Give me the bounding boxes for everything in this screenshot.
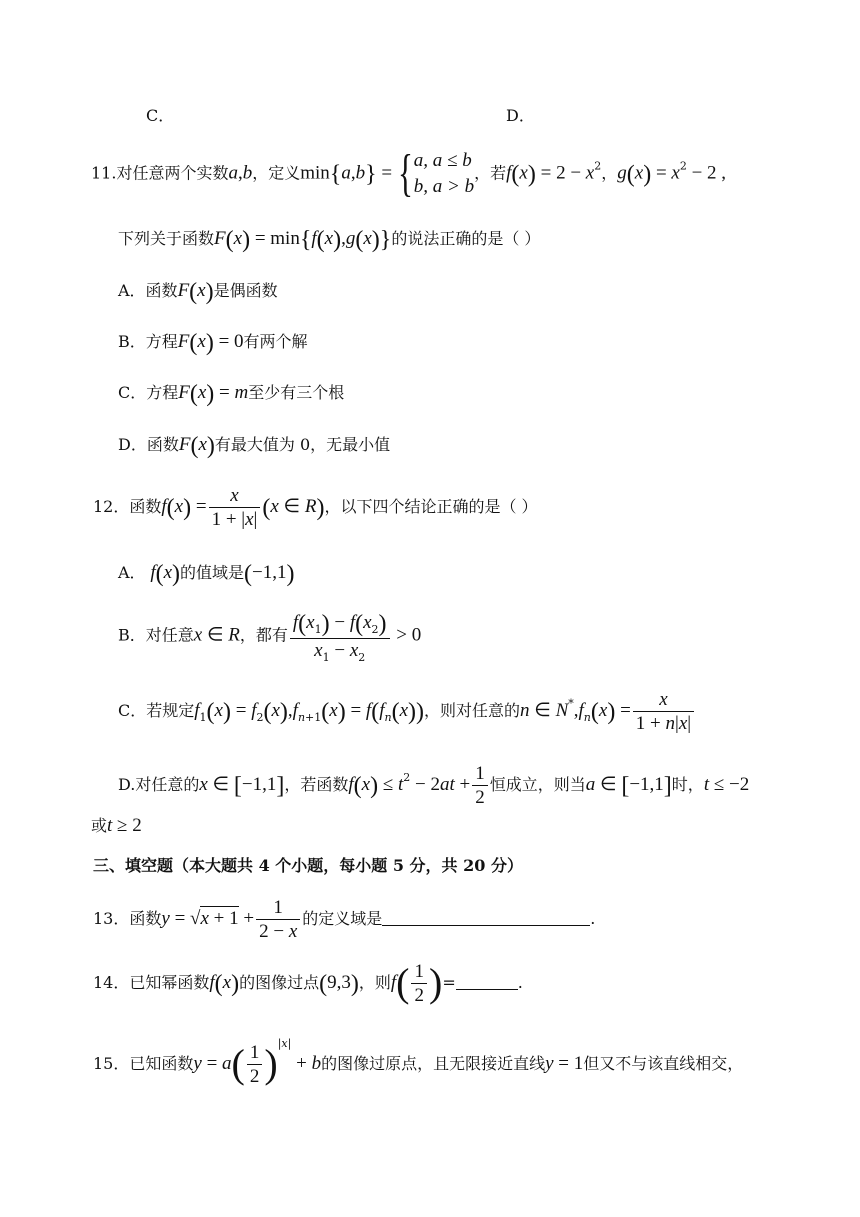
question-13: 13．函数y = √x + 1 + $\frac{1}{2 - x}$ 的定义域是 . bbox=[93, 897, 596, 942]
question-text: 的图像过原点，且无限接近直线 bbox=[321, 1054, 546, 1073]
q12-option-a: A． f(x)的值域是(−1,1) bbox=[118, 561, 295, 587]
q11-option-c: C．方程F(x) = m至少有三个根 bbox=[118, 381, 345, 407]
q12-option-d-continued: 或t ≥ 2 bbox=[91, 815, 142, 836]
option-label: B．对任意 bbox=[118, 625, 194, 645]
question-11-stem: 11.对任意两个实数a,b，定义min{a,b} = { a, a ≤ b b, a > b ，若$f(x) = 2 - x^2$，$g(x) = x^2 - 2$ , bbox=[91, 145, 727, 202]
option-c-label: C． bbox=[146, 106, 175, 125]
question-number: 12．函数 bbox=[93, 497, 162, 516]
option-text: ，若函数 bbox=[284, 775, 349, 794]
section-heading: 三、填空题（本大题共 4 个小题，每小题 5 分，共 20 分） bbox=[93, 856, 523, 875]
option-text: 有两个解 bbox=[243, 332, 308, 351]
stem-text: ， bbox=[601, 163, 618, 183]
stem-text: 对任意两个实数 bbox=[116, 163, 229, 183]
option-label: D．函数 bbox=[118, 435, 179, 454]
question-12-stem: 12．函数f(x) = $\frac{x}{1 + |x|}$ (x ∈ R)，以下四个结论正确的是（ ） bbox=[93, 485, 538, 530]
option-label: C．若规定 bbox=[118, 701, 195, 720]
q11-option-d: D．函数F(x)有最大值为 0，无最小值 bbox=[118, 433, 391, 459]
option-text: ，则对任意的 bbox=[424, 701, 521, 720]
stem-text: 的说法正确的是（ ） bbox=[391, 229, 541, 248]
stem-text: ，定义 bbox=[252, 163, 301, 183]
option-text: ，都有 bbox=[239, 625, 288, 645]
option-label: A． bbox=[118, 563, 146, 582]
answer-blank[interactable] bbox=[382, 925, 590, 926]
stem-text: 下列关于函数 bbox=[118, 229, 215, 248]
option-label: A．函数 bbox=[118, 281, 178, 300]
question-text: 的定义域是 bbox=[302, 909, 383, 928]
option-text: 有最大值为 0，无最小值 bbox=[214, 435, 391, 454]
question-text: ，则 bbox=[358, 973, 391, 992]
question-number: 15．已知函数 bbox=[93, 1054, 194, 1073]
question-end: . bbox=[590, 909, 596, 928]
option-d-label: D． bbox=[506, 106, 535, 125]
option-text: 至少有三个根 bbox=[248, 383, 345, 402]
q12-option-c: C．若规定$f_1(x) = f_2(x),f_{n+1}(x) = f(f_n(x))$，则对任意的n ∈ $N^*,f_n(x)$ = $\frac{x}{1 + n|x|}$ bbox=[118, 690, 696, 733]
question-number: 14．已知幂函数 bbox=[93, 973, 210, 992]
question-15: 15．已知函数y = a( $\frac{1}{2}$ )$^{|x|}$ + b的图像过原点，且无限接近直线y = 1但又不与该直线相交， bbox=[93, 1037, 744, 1087]
option-text: 的值域是 bbox=[180, 563, 245, 582]
stem-text: ，若 bbox=[474, 163, 507, 183]
option-text: 或 bbox=[91, 816, 108, 835]
q12-option-b: B．对任意x ∈ R，都有 $\frac{f(x_1) - f(x_2)}{x_1 - x_2}$ > 0 bbox=[118, 611, 422, 664]
question-text: 的图像过点 bbox=[239, 973, 320, 992]
q12-option-d: D.对任意的x ∈ [−1,1]，若函数$f(x) \le t^2 - 2at$ + $\frac{1}{2}$ 恒成立，则当a ∈ [−1,1]时，t ≤ −2 bbox=[118, 763, 750, 808]
question-text: 但又不与该直线相交， bbox=[583, 1054, 744, 1073]
option-text: 时， bbox=[671, 775, 704, 794]
option-label: D.对任意的 bbox=[118, 775, 200, 794]
answer-blank[interactable] bbox=[456, 989, 518, 990]
option-text: 恒成立，则当 bbox=[489, 775, 586, 794]
q11-option-b: B．方程F(x) = 0有两个解 bbox=[118, 330, 308, 356]
q11-option-a: A．函数F(x)是偶函数 bbox=[118, 279, 278, 305]
question-number: 11. bbox=[91, 163, 117, 183]
question-number: 13．函数 bbox=[93, 909, 162, 928]
question-11-stem-line2: 下列关于函数F(x) = min{f(x),g(x)}的说法正确的是（ ） bbox=[118, 227, 541, 253]
option-text: 是偶函数 bbox=[213, 281, 278, 300]
question-end: . bbox=[517, 973, 523, 992]
option-label: B．方程 bbox=[118, 332, 178, 351]
stem-text: ，以下四个结论正确的是（ ） bbox=[324, 497, 538, 516]
option-label: C．方程 bbox=[118, 383, 179, 402]
question-14: 14．已知幂函数f(x)的图像过点(9,3)，则f( $\frac{1}{2}$ )= . bbox=[93, 960, 523, 1006]
